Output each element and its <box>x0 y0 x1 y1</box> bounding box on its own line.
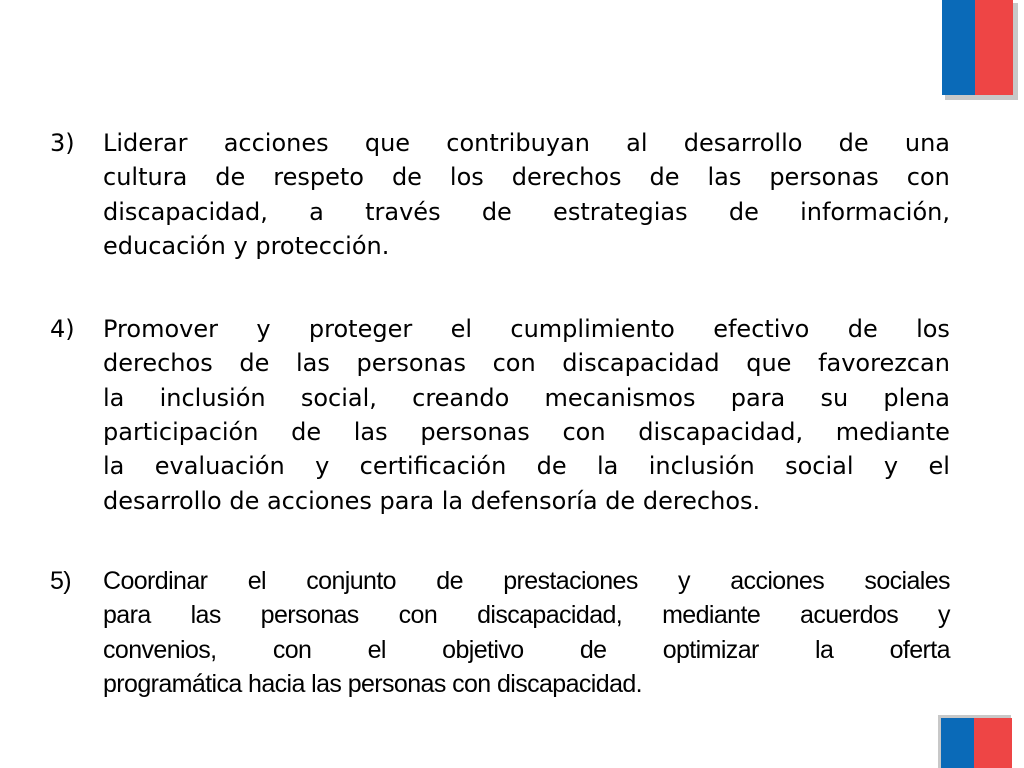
item-line: convenios, con el objetivo de optimizar la oferta <box>103 635 950 664</box>
item-line: cultura de respeto de los derechos de las personas con <box>103 163 950 192</box>
item-line: Promover y proteger el cumplimiento efectivo de los <box>103 315 950 343</box>
item-line: la evaluación y certificación de la inclusión social y el <box>103 452 950 481</box>
item-number: 3) <box>50 129 75 157</box>
flag-blue-stripe <box>942 0 975 95</box>
item-line: educación y protección. <box>103 231 390 260</box>
flag-logo-bottom <box>938 712 1018 768</box>
item-line: la inclusión social, creando mecanismos para su plena <box>103 383 950 412</box>
flag-red-stripe <box>975 0 1013 95</box>
item-number: 4) <box>50 315 75 343</box>
item-number: 5) <box>50 567 72 595</box>
flag-blue-stripe <box>941 718 974 768</box>
item-line: Liderar acciones que contribuyan al desarrollo de una <box>103 129 950 157</box>
flag-logo-top <box>942 0 1018 100</box>
item-line: para las personas con discapacidad, mediante acuerdos y <box>103 601 950 630</box>
item-line: participación de las personas con discapacidad, mediante <box>103 417 950 446</box>
item-line: programática hacia las personas con discapacidad. <box>103 669 643 698</box>
item-line: discapacidad, a través de estrategias de información, <box>103 197 950 226</box>
item-line: derechos de las personas con discapacidad que favorezcan <box>103 349 950 378</box>
item-line: Coordinar el conjunto de prestaciones y acciones sociales <box>103 567 950 595</box>
flag-red-stripe <box>974 718 1012 768</box>
item-line: desarrollo de acciones para la defensoría de derechos. <box>103 486 761 515</box>
